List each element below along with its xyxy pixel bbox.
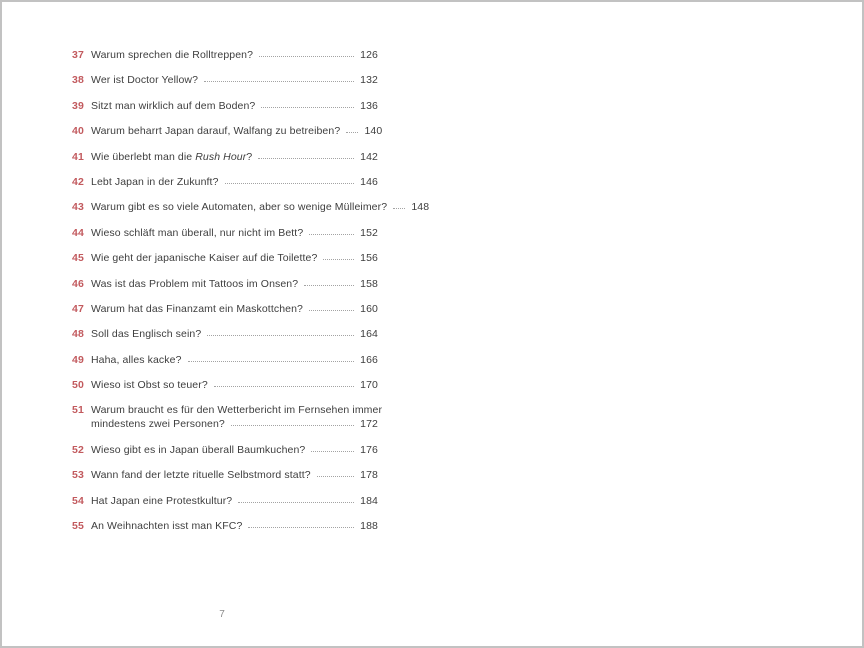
toc-entry-line [91, 277, 378, 291]
toc-entry-number: 53 [72, 469, 84, 482]
toc-entry-title: Lebt Japan in der Zukunft? [91, 175, 219, 188]
toc-entry-line [91, 403, 383, 417]
toc-entry-number: 49 [72, 353, 84, 366]
toc-entry-number: 55 [72, 520, 84, 533]
dotted-leader [309, 233, 354, 235]
dotted-leader [238, 501, 354, 503]
toc-entry-line [91, 378, 378, 392]
toc-entry-page: 136 [360, 99, 378, 112]
toc-entry-title: mindestens zwei Personen? [91, 418, 225, 431]
toc-entry-line [91, 353, 378, 367]
toc-entry-line [91, 150, 378, 164]
toc-entry-title: Wer ist Doctor Yellow? [91, 74, 199, 87]
toc-entry-title: An Weihnachten isst man KFC? [91, 520, 243, 533]
toc-entry [72, 353, 378, 367]
toc-entry-title: Wie geht der japanische Kaiser auf die Toilette? [91, 252, 318, 265]
toc-entry-body [91, 468, 378, 482]
toc-entry-page: 158 [360, 277, 378, 290]
toc-entry-body [91, 302, 378, 316]
table-of-contents [72, 48, 430, 544]
page-number-folio: 7 [219, 609, 225, 620]
toc-entry-title: Haha, alles kacke? [91, 353, 182, 366]
toc-entry [72, 175, 378, 189]
dotted-leader [207, 334, 354, 336]
toc-entry-body [91, 48, 378, 62]
toc-entry-page: 176 [360, 443, 378, 456]
toc-entry-line [91, 226, 378, 240]
toc-entry [72, 150, 378, 164]
toc-entry-number: 43 [72, 201, 84, 214]
toc-entry [72, 327, 378, 341]
toc-entry-body [91, 378, 378, 392]
toc-entry-page: 132 [360, 74, 378, 87]
toc-entry [72, 468, 378, 482]
toc-entry [72, 226, 378, 240]
toc-entry [72, 494, 378, 508]
dotted-leader [214, 385, 354, 387]
toc-entry [72, 200, 430, 214]
toc-entry-number: 44 [72, 226, 84, 239]
dotted-leader [188, 360, 354, 362]
toc-entry-body [91, 99, 378, 113]
dotted-leader [311, 450, 354, 452]
toc-entry-body [91, 73, 378, 87]
toc-entry-line [91, 99, 378, 113]
toc-entry-line [91, 494, 378, 508]
toc-entry-title: Wie überlebt man die Rush Hour? [91, 150, 253, 163]
toc-entry-body [91, 277, 378, 291]
dotted-leader [309, 309, 354, 311]
toc-entry-number: 51 [72, 404, 84, 417]
toc-entry-page: 172 [360, 418, 378, 431]
toc-entry-title: Soll das Englisch sein? [91, 328, 202, 341]
toc-entry [72, 277, 378, 291]
toc-entry-number: 42 [72, 175, 84, 188]
dotted-leader [204, 80, 354, 82]
toc-entry [72, 302, 378, 316]
toc-entry-number: 54 [72, 494, 84, 507]
dotted-leader [258, 157, 354, 159]
toc-entry-title: Hat Japan eine Protestkultur? [91, 494, 233, 507]
toc-entry-number: 48 [72, 328, 84, 341]
toc-entry-body [91, 124, 383, 138]
toc-entry-body [91, 327, 378, 341]
toc-entry-line [91, 302, 378, 316]
toc-entry-title: Warum beharrt Japan darauf, Walfang zu betreiben? [91, 125, 341, 138]
toc-entry-title: Warum sprechen die Rolltreppen? [91, 49, 254, 61]
toc-entry-line [91, 73, 378, 87]
toc-entry-number: 50 [72, 379, 84, 392]
toc-entry [72, 99, 378, 113]
toc-entry-line [91, 327, 378, 341]
dotted-leader [231, 424, 354, 426]
toc-entry-page: 142 [360, 150, 378, 163]
toc-entry-title: Wieso ist Obst so teuer? [91, 379, 208, 392]
dotted-leader [393, 207, 405, 209]
toc-entry-number: 46 [72, 277, 84, 290]
toc-entry-body [91, 226, 378, 240]
toc-entry-body [91, 353, 378, 367]
toc-entry-page: 178 [360, 469, 378, 482]
toc-entry [72, 251, 378, 265]
toc-entry [72, 519, 378, 533]
toc-entry-body [91, 403, 383, 431]
toc-entry-page: 160 [360, 302, 378, 315]
toc-entry-page: 156 [360, 252, 378, 265]
dotted-leader [248, 526, 354, 528]
toc-entry-number: 38 [72, 74, 84, 87]
dotted-leader [346, 131, 358, 133]
toc-entry-line [91, 124, 383, 138]
toc-entry-title: Warum braucht es für den Wetterbericht im Fernsehen immer [91, 404, 383, 417]
toc-entry-number: 40 [72, 125, 84, 138]
toc-entry-line [91, 48, 378, 62]
toc-entry [72, 48, 378, 62]
toc-entry [72, 73, 378, 87]
toc-entry-body [91, 519, 378, 533]
toc-entry-number: 41 [72, 150, 84, 163]
dotted-leader [323, 258, 354, 260]
toc-entry-number: 45 [72, 252, 84, 265]
toc-entry-page: 140 [364, 125, 383, 138]
toc-entry-title: Sitzt man wirklich auf dem Boden? [91, 99, 256, 112]
toc-entry [72, 124, 383, 138]
toc-entry-title: Wieso gibt es in Japan überall Baumkuchen? [91, 443, 306, 456]
toc-entry-line [91, 200, 430, 214]
toc-entry-line [91, 175, 378, 189]
toc-entry-line [91, 251, 378, 265]
dotted-leader [259, 55, 354, 57]
toc-entry-line [91, 468, 378, 482]
dotted-leader [304, 284, 354, 286]
toc-entry-page: 148 [411, 201, 430, 214]
toc-entry-body [91, 200, 430, 214]
toc-entry-body [91, 494, 378, 508]
toc-entry-number: 47 [72, 302, 84, 315]
toc-entry-title: Warum gibt es so viele Automaten, aber so wenige Mülleimer? [91, 201, 388, 214]
toc-entry-line [91, 443, 378, 457]
toc-entry [72, 403, 383, 431]
toc-entry-title: Wieso schläft man überall, nur nicht im Bett? [91, 226, 304, 239]
toc-entry-title: Wann fand der letzte rituelle Selbstmord statt? [91, 469, 311, 482]
toc-entry-body [91, 251, 378, 265]
toc-entry-number: 37 [72, 49, 84, 61]
dotted-leader [261, 106, 354, 108]
dotted-leader [225, 182, 354, 184]
toc-entry-body [91, 443, 378, 457]
toc-entry-page: 164 [360, 328, 378, 341]
toc-entry-page: 166 [360, 353, 378, 366]
toc-entry-page: 170 [360, 379, 378, 392]
toc-entry-title: Was ist das Problem mit Tattoos im Onsen? [91, 277, 299, 290]
toc-entry-page: 126 [360, 49, 378, 61]
toc-entry-body [91, 150, 378, 164]
toc-entry-body [91, 175, 378, 189]
toc-entry [72, 378, 378, 392]
toc-entry-number: 39 [72, 99, 84, 112]
toc-entry-number: 52 [72, 443, 84, 456]
toc-entry-page: 146 [360, 175, 378, 188]
toc-entry-page: 188 [360, 520, 378, 533]
toc-entry-line [91, 417, 378, 431]
dotted-leader [317, 475, 354, 477]
toc-entry-title: Warum hat das Finanzamt ein Maskottchen? [91, 302, 303, 315]
toc-entry-line [91, 519, 378, 533]
toc-entry-page: 184 [360, 494, 378, 507]
toc-entry-page: 152 [360, 226, 378, 239]
toc-entry [72, 443, 378, 457]
